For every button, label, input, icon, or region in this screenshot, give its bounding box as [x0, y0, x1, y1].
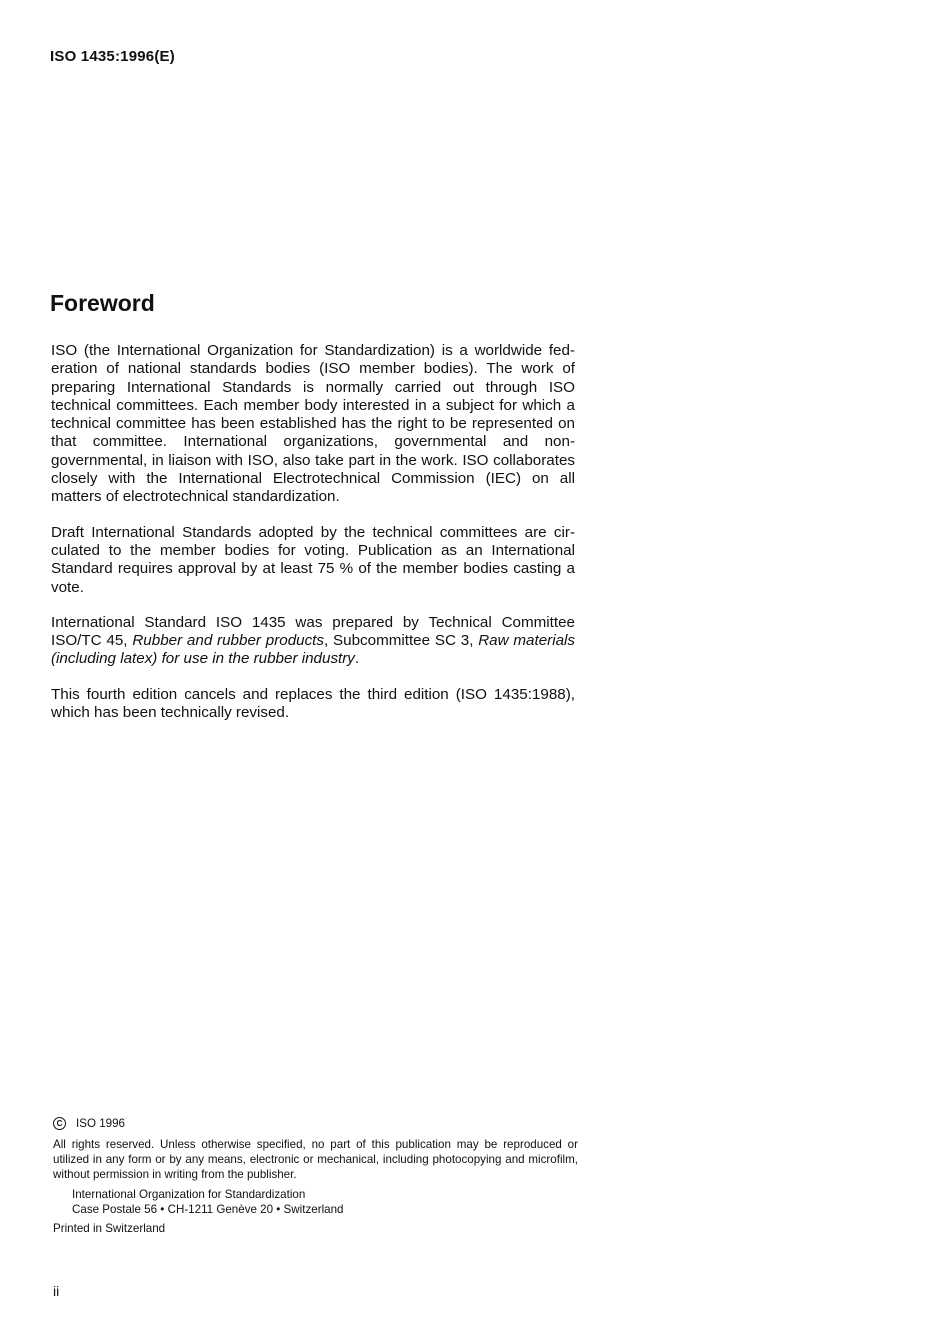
copyright-year: ISO 1996 — [76, 1117, 125, 1130]
paragraph-3-text-1: International Standard ISO 1435 was prepared by Technical Committee ISO/TC 45, — [51, 613, 575, 650]
foreword-title: Foreword — [50, 290, 155, 316]
foreword-paragraph-4: This fourth edition cancels and replaces the third edition (ISO 1435:1988), which has been technically revised. — [51, 685, 575, 722]
copyright-line — [53, 1116, 578, 1131]
printed-location: Printed in Switzerland — [53, 1222, 166, 1235]
paragraph-3-text-3: . — [354, 650, 360, 668]
organization-name: International Organization for Standardization — [72, 1188, 306, 1201]
copyright-icon: C — [53, 1117, 66, 1130]
copyright-block — [53, 1116, 578, 1236]
foreword-paragraph-2: Draft International Standards adopted by the technical committees are circulated to the member bodies for voting. Publication as an International Standard requires approval by at least 75 % of the member bodies casting a vote. — [51, 523, 575, 596]
foreword-paragraph-3 — [51, 614, 575, 669]
subcommittee-title: Raw materials (including latex) for use in the rubber industry — [51, 632, 575, 668]
paragraph-3-text-2: , Subcommittee SC 3, — [324, 632, 479, 650]
foreword-paragraph-1: ISO (the International Organization for Standardization) is a worldwide federation of national standards bodies (ISO member bodies). The work of preparing International Standards is normally carried out through ISO technical committees. Each member body interested in a subject for which a technical committee has been established has the right to be represented on that committee. International organizations, governmental and non-governmental, in liaison with ISO, also take part in the work. ISO collaborates closely with the International Electrotechnical Commission (IEC) on all matters of electrotechnical standardization. — [51, 342, 575, 506]
rights-statement: All rights reserved. Unless otherwise specified, no part of this publication may be reproduced or utilized in any form or by any means, electronic or mechanical, including photocopying and microfilm, without permission in writing from the publisher. — [53, 1138, 578, 1181]
committee-title: Rubber and rubber products — [132, 632, 324, 650]
publisher-address — [72, 1187, 578, 1217]
organization-postal-address: Case Postale 56 • CH-1211 Genève 20 • Switzerland — [72, 1203, 344, 1216]
foreword-body — [51, 342, 575, 739]
page-number: ii — [53, 1283, 60, 1299]
document-id-header: ISO 1435:1996(E) — [50, 48, 175, 65]
